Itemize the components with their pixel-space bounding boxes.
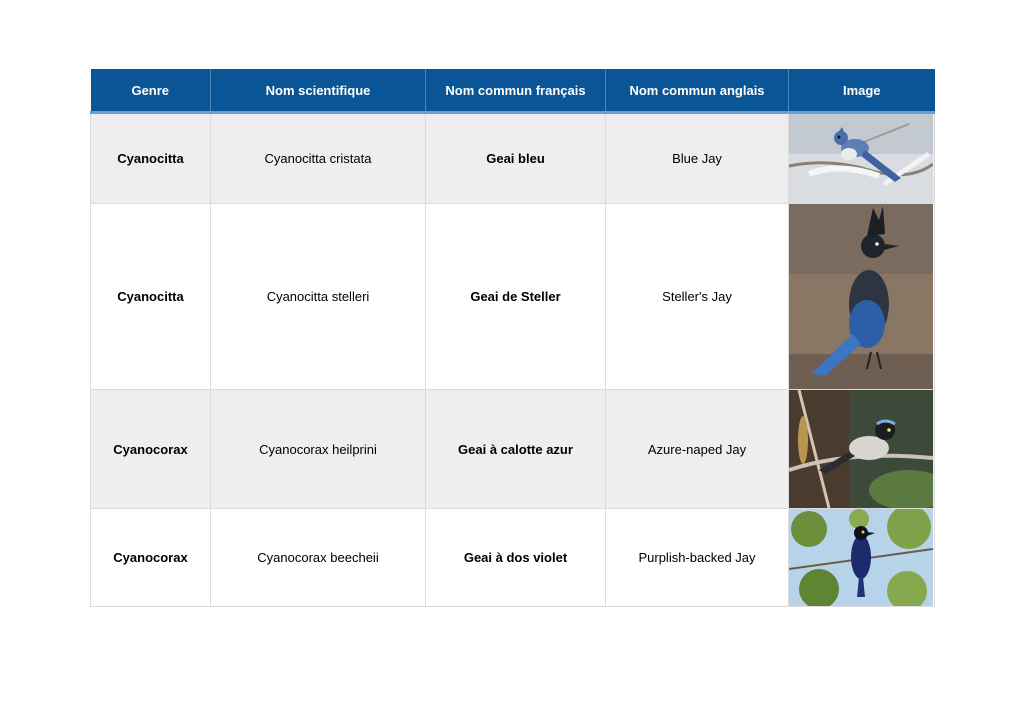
cell-english-name: Purplish-backed Jay	[606, 509, 789, 607]
cell-genre: Cyanocorax	[91, 509, 211, 607]
cell-image	[789, 390, 935, 509]
cell-genre: Cyanocorax	[91, 390, 211, 509]
cell-scientific-name: Cyanocitta stelleri	[211, 204, 426, 390]
header-french-name: Nom commun français	[426, 69, 606, 113]
cell-image	[789, 509, 935, 607]
species-table	[90, 69, 935, 607]
cell-french-name: Geai de Steller	[426, 204, 606, 390]
cell-genre: Cyanocitta	[91, 204, 211, 390]
header-image: Image	[789, 69, 935, 113]
cell-french-name: Geai à calotte azur	[426, 390, 606, 509]
blue-jay-photo	[789, 114, 933, 203]
table-row	[91, 390, 935, 509]
header-english-name: Nom commun anglais	[606, 69, 789, 113]
species-table-container	[90, 69, 934, 607]
cell-genre: Cyanocitta	[91, 113, 211, 204]
table-row	[91, 509, 935, 607]
header-row	[91, 69, 935, 113]
cell-scientific-name: Cyanocitta cristata	[211, 113, 426, 204]
table-row	[91, 204, 935, 390]
table-body	[91, 113, 935, 607]
cell-scientific-name: Cyanocorax beecheii	[211, 509, 426, 607]
table-row	[91, 113, 935, 204]
azure-naped-jay-photo	[789, 390, 933, 508]
cell-english-name: Azure-naped Jay	[606, 390, 789, 509]
purplish-backed-jay-photo	[789, 509, 933, 606]
cell-image	[789, 204, 935, 390]
cell-scientific-name: Cyanocorax heilprini	[211, 390, 426, 509]
header-genre: Genre	[91, 69, 211, 113]
header-scientific-name: Nom scientifique	[211, 69, 426, 113]
cell-french-name: Geai bleu	[426, 113, 606, 204]
cell-image	[789, 113, 935, 204]
table-header	[91, 69, 935, 113]
cell-english-name: Steller's Jay	[606, 204, 789, 390]
cell-french-name: Geai à dos violet	[426, 509, 606, 607]
stellers-jay-photo	[789, 204, 933, 389]
cell-english-name: Blue Jay	[606, 113, 789, 204]
